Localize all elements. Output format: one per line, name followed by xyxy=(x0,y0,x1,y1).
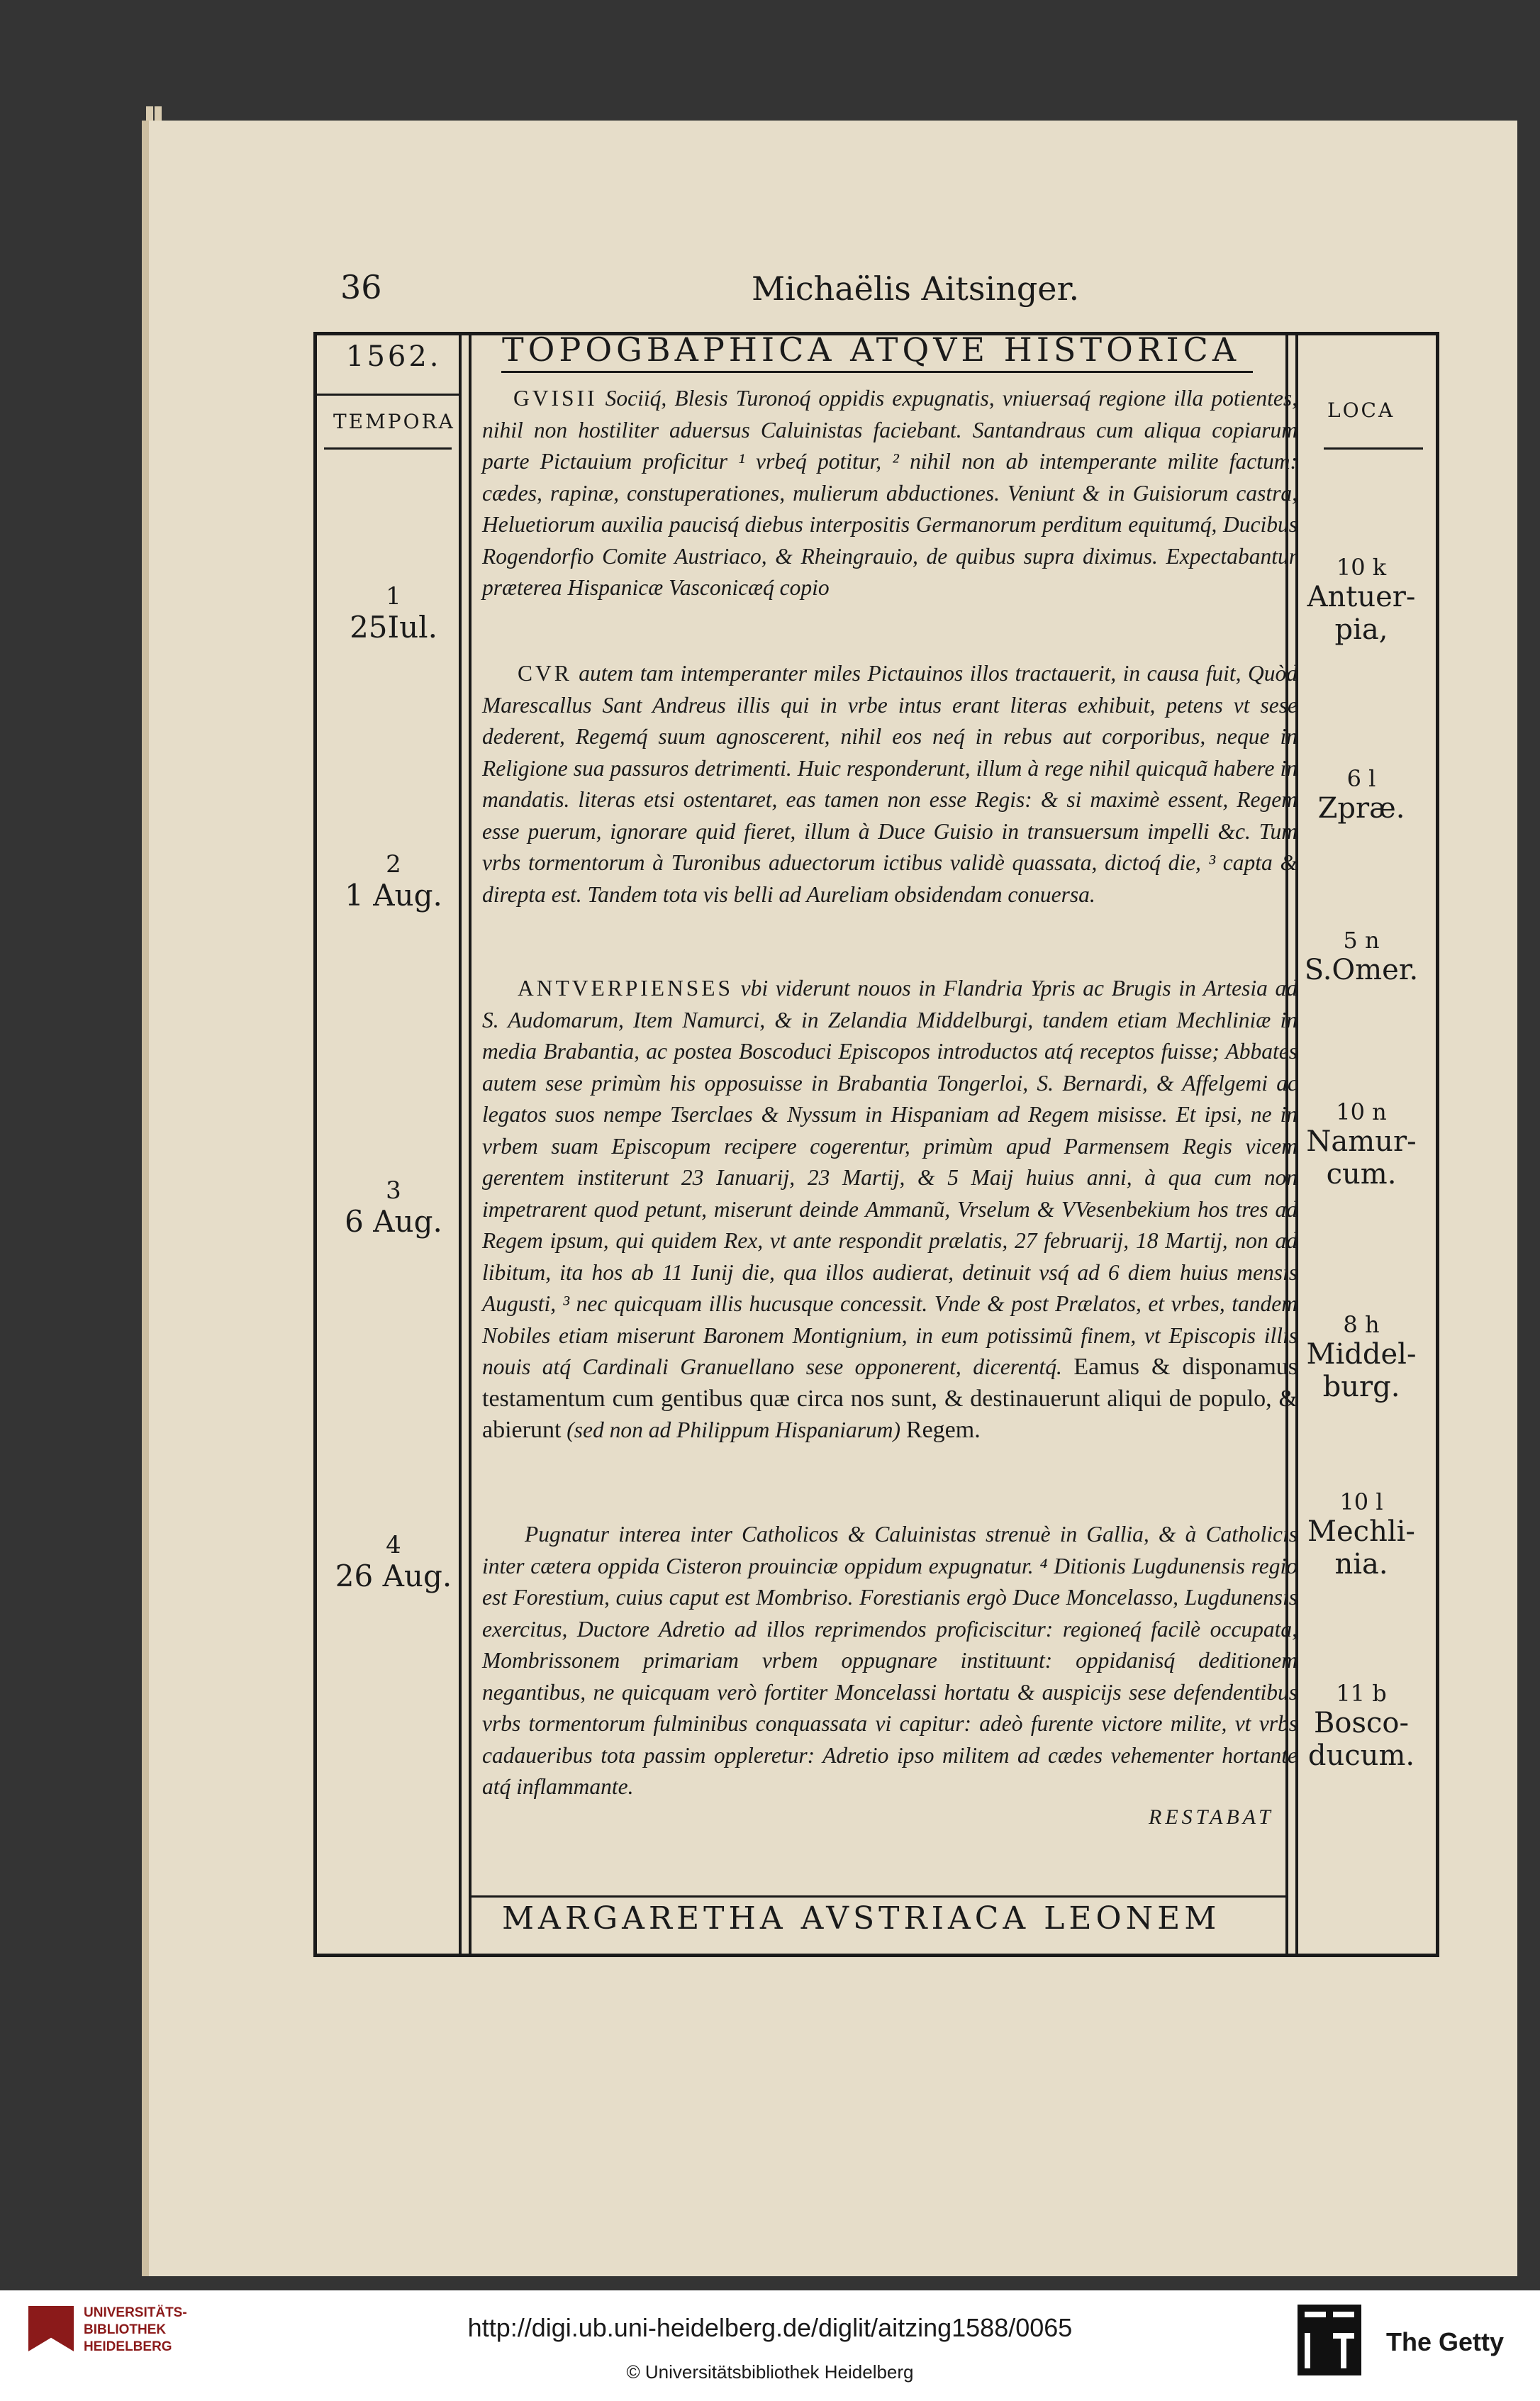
rule xyxy=(317,394,459,396)
loca-ref: 6 l xyxy=(1346,765,1376,792)
loca-name: pia, xyxy=(1334,613,1388,646)
tempora-heading: TEMPORA xyxy=(333,410,455,433)
running-title: Michaëlis Aitsinger. xyxy=(752,269,1080,308)
tempora-date: 6 Aug. xyxy=(345,1204,442,1240)
year-heading: 1562. xyxy=(346,340,442,373)
loca-name: Middel- xyxy=(1306,1337,1417,1371)
loca-name: ducum. xyxy=(1307,1739,1415,1772)
paragraph-quote: Eamus & disponamus testamentum cum gentibus quæ circa nos sunt, & destinauerunt aliqui de populo, & abierunt xyxy=(482,1354,1298,1443)
loca-name: Mechli- xyxy=(1307,1515,1415,1548)
tempora-number: 3 xyxy=(386,1176,401,1205)
tempora-number: 1 xyxy=(386,582,401,611)
tempora-number: 2 xyxy=(386,850,401,879)
loca-name: Antuer- xyxy=(1307,580,1416,613)
getty-logo-icon xyxy=(1298,2305,1361,2375)
loca-ref: 8 h xyxy=(1343,1311,1380,1338)
loca-name: Namur- xyxy=(1306,1125,1417,1158)
tempora-date: 1 Aug. xyxy=(345,878,442,913)
loca-entry xyxy=(1290,927,1432,986)
paragraph-text: Sociiq́, Blesis Turonoq́ oppidis expugnatis, vniuersaq́ regione illa potientes, nihil non hostiliter aduersus Caluinistas faciebant. Santandraus cum aliqua copiarum parte Pictauium proficitur ¹ vrbeq́ potitur, ² nihil non ab intemperante milite factum: cædes, rapinæ, constuperationes, mulierum abductiones. Veniunt & in Guisiorum castra, Heluetiorum auxilia paucisq́ diebus interpositis Germanorum perditum equitumq́, Ducibus Rogendorfio Comite Austriaco, & Rheingrauio, de quibus supra diximus. Expectabantur præterea Hispanicæ Vasconicæq́ copio xyxy=(482,386,1298,600)
viewer-footer xyxy=(0,2290,1540,2401)
rule xyxy=(1324,447,1423,450)
loca-ref: 10 l xyxy=(1339,1488,1383,1515)
loca-ref: 10 n xyxy=(1336,1098,1387,1125)
paragraph-text: autem tam intemperanter miles Pictauinos illos tractauerit, in causa fuit, Quòd Marescallus Sant Andreus illis qui in vrbe intus erant literas exhibuit, petens vt sese dederent, Regemq́ suum agnoscerent, nihil eos neq́ in rebus aut corporibus, neque in Religione sua passuros detrimenti. Huic responderunt, illum à rege nihil quicquã habere in mandatis. literas etsi ostentaret, eas tamen non esse Regis: & si maximè essent, Regem esse puerum, ignorare quid fieret, illum à Duce Guisio in transuersum impelli &c. Tum vrbs tormentorum à Turonibus aduectorum ictibus validè quassata, dictoq́ die, ³ capta & direpta est. Tandem tota vis belli ad Aureliam obsidendam conuersa. xyxy=(482,661,1298,907)
paragraph-lead: CVR xyxy=(518,661,572,686)
tempora-date: 26 Aug. xyxy=(335,1559,452,1594)
tempora-date: 25Iul. xyxy=(350,610,437,645)
rule xyxy=(324,447,452,450)
loca-ref: 5 n xyxy=(1343,927,1380,954)
rule xyxy=(472,1895,1285,1898)
loca-name: Bosco- xyxy=(1313,1706,1409,1739)
loca-entry xyxy=(1290,1099,1432,1191)
tempora-entry xyxy=(319,583,468,645)
loca-name: nia. xyxy=(1334,1547,1388,1581)
paragraph xyxy=(482,658,1298,910)
loca-entry xyxy=(1290,1489,1432,1581)
tempora-entry xyxy=(319,1532,468,1593)
loca-name: cum. xyxy=(1326,1157,1397,1191)
loca-ref: 11 b xyxy=(1336,1680,1387,1707)
page-number: 36 xyxy=(340,268,382,306)
bottom-title: MARGARETHA AVSTRIACA LEONEM xyxy=(502,1900,1221,1937)
loca-entry xyxy=(1290,1681,1432,1772)
getty-name: The Getty xyxy=(1386,2327,1505,2356)
permalink-url[interactable]: http://digi.ub.uni-heidelberg.de/diglit/aitzing1588/0065 xyxy=(467,2313,1073,2342)
rule xyxy=(501,371,1253,373)
paragraph-text: interea inter Catholicos & Caluinistas strenuè in Gallia, & à Catholicis inter cætera oppida Cisteron prouinciæ oppidum expugnatur. ⁴ Ditionis Lugdunensis regio est Forestium, cuius caput est Mombriso. Forestianis ergò Duce Moncelasso, Lugdunensis exercitus, Ductore Adretio ad illos reprimendos proficiscitur: regioneq́ facilè occupata, Mombrissonem primariam vrbem oppugnare instituunt: oppidanisq́ deditionem negantibus, ne quicquam verò fortiter Moncelassi hortatu & auspicijs sese defendentibus vrbs tormentorum fulminibus conquassata vi capitur: adeò furente victore milite, vt vrbs cadaueribus tota passim oppleretur: Adretio ipso militem ad cædes vehementer hortante atq́ inflammante. xyxy=(482,1522,1298,1799)
loca-ref: 10 k xyxy=(1336,554,1387,581)
library-name-line: UNIVERSITÄTS- xyxy=(84,2305,187,2320)
tempora-entry xyxy=(319,851,468,913)
tempora-number: 4 xyxy=(386,1531,401,1559)
tempora-entry xyxy=(319,1177,468,1239)
loca-entry xyxy=(1290,1312,1432,1403)
paragraph-lead: Pugnatur xyxy=(525,1522,610,1547)
catchword: RESTABAT xyxy=(1149,1805,1274,1829)
loca-name: Zpræ. xyxy=(1317,791,1405,825)
loca-name: burg. xyxy=(1322,1370,1400,1403)
paragraph xyxy=(482,973,1298,1447)
loca-heading: LOCA xyxy=(1327,399,1395,422)
paragraph xyxy=(482,1519,1298,1803)
loca-entry xyxy=(1290,766,1432,825)
paragraph-lead: GVISII xyxy=(513,386,598,411)
loca-entry xyxy=(1290,555,1432,646)
library-name-line: BIBLIOTHEK xyxy=(84,2322,167,2337)
paragraph-text: vbi viderunt nouos in Flandria Ypris ac Brugis in Artesia ad S. Audomarum, Item Namurci, & in Zelandia Middelburgi, tandem etiam Mechliniæ in media Brabantia, ac postea Boscoduci Episcopos introductos atq́ receptos fuisse; Abbates autem sese primùm his opposuisse in Brabantia Tongerloi, S. Bernardi, & Affelgemi ac legatos suos nempe Tserclaes & Nyssum in Hispaniam ad Regem misisse. Et ipsi, ne in vrbem suam Episcopum recipere cogerentur, primùm apud Parmensem Regis vicem gerentem institerunt 23 Ianuarij, 23 Martij, & 5 Maij huius anni, à qua cum non impetrarent quod petunt, miserunt deinde Ammanũ, Vrselum & VVesenbekium hos tres ad Regem ipsum, qui quidem Rex, vt ante respondit prælatis, 27 februarij, 18 Martij, non ad libitum, ita hos ab 11 Iunij die, qua illos audierat, detinuit vsq́ ad 6 diem huius mensis Augusti, ³ nec quicquam illis hucusque concessit. Vnde & post Prælatos, et vrbes, tandem Nobiles etiam miserunt Baronem Montignium, in eum potissimũ finem, vt Episcopis illis nouis atq́ Cardinali Granuellano sese opponerent, dicerentq́. xyxy=(482,976,1298,1379)
paragraph xyxy=(482,383,1298,604)
copyright-notice: © Universitätsbibliothek Heidelberg xyxy=(626,2361,914,2383)
loca-name: S.Omer. xyxy=(1304,953,1419,986)
paragraph-aside: (sed non ad Philippum Hispaniarum) xyxy=(567,1417,901,1442)
table-title: TOPOGBAPHICA ATQVE HISTORICA xyxy=(502,330,1241,369)
library-name-line: HEIDELBERG xyxy=(84,2339,172,2354)
tempora-divider xyxy=(469,335,472,1954)
paragraph-tail: Regem. xyxy=(905,1417,981,1443)
paragraph-lead: ANTVERPIENSES xyxy=(518,976,734,1001)
tempora-divider xyxy=(459,335,462,1954)
